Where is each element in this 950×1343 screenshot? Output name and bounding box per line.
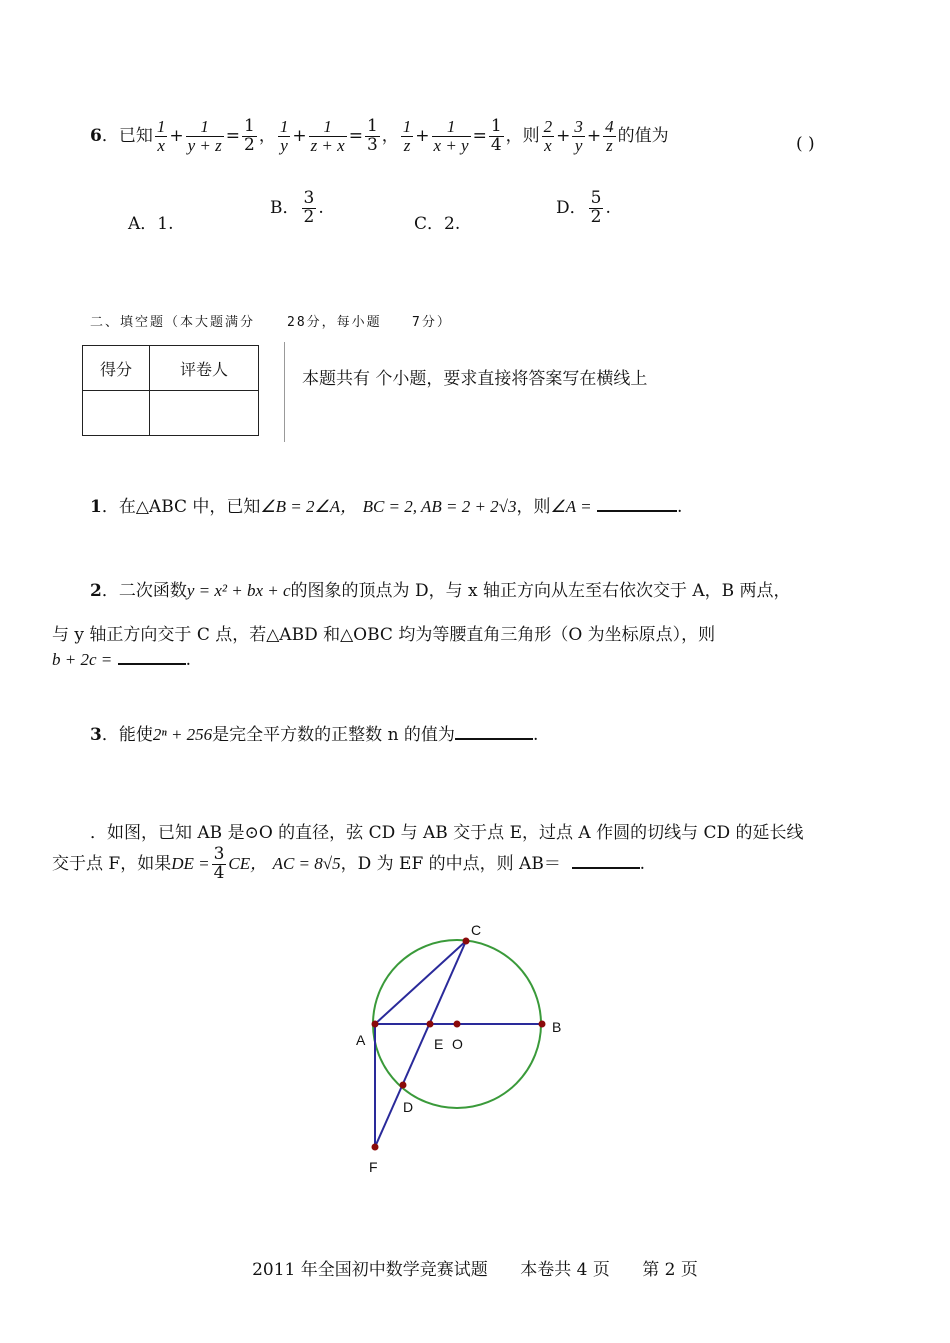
- label-e: E: [434, 1036, 444, 1052]
- point-b: [539, 1021, 546, 1028]
- question-number: 6: [90, 125, 102, 146]
- option-b: B． $\frac{3}{2}$ .: [270, 188, 324, 227]
- grader-cell[interactable]: [150, 391, 259, 436]
- answer-blank[interactable]: [118, 663, 186, 665]
- option-c: C．2.: [414, 214, 461, 234]
- geometry-figure: [340, 915, 600, 1185]
- fraction: $\frac{3}{2}$: [303, 188, 315, 227]
- section-instruction: 本题共有 个小题，要求直接将答案写在横线上: [302, 369, 648, 389]
- section-heading-right: 7分）: [412, 315, 452, 330]
- problem-2: 2．二次函数y = x² + bx + c的图象的顶点为 D，与 x 轴正方向从左至右依次交于 A，B 两点，: [90, 581, 791, 601]
- score-label: 得分: [83, 346, 150, 391]
- label-c: C: [471, 922, 482, 938]
- question-lead: 已知: [118, 125, 153, 146]
- label-o: O: [452, 1036, 463, 1052]
- page-footer: 2011 年全国初中数学竞赛试题 本卷共 4 页 第 2 页: [252, 1260, 698, 1280]
- fraction: $\frac{1}{x}$: [156, 117, 166, 155]
- answer-blank[interactable]: [597, 510, 677, 512]
- question-tail: 的值为: [617, 125, 669, 146]
- section-heading-left: 二、填空题（本大题满分: [90, 315, 256, 330]
- fraction: $\frac{1}{2}$: [243, 116, 255, 155]
- problem-2-line2: 与 y 轴正方向交于 C 点，若△ABD 和△OBC 均为等腰直角三角形（O 为坐标原点），则: [52, 625, 716, 645]
- section-heading-mid: 28分，每小题: [287, 315, 382, 330]
- point-o: [454, 1021, 461, 1028]
- answer-blank[interactable]: [455, 738, 533, 740]
- fraction: $\frac{1}{x + y}$: [433, 117, 469, 155]
- problem-number: 3: [90, 725, 102, 745]
- fraction: $\frac{1}{4}$: [490, 116, 502, 155]
- fraction: $\frac{2}{x}$: [543, 117, 553, 155]
- answer-blank[interactable]: [572, 867, 640, 869]
- problem-4-line2: 交于点 F，如果DE = $\frac{3}{4}$ CE， AC = 8√5，D 为 EF 的中点，则 AB＝ .: [52, 844, 646, 883]
- problem-1: 1．在△ABC 中，已知∠B = 2∠A， BC = 2, AB = 2 + 2√3，则∠A = .: [90, 497, 683, 517]
- answer-paren: ( ): [796, 134, 815, 154]
- fraction: $\frac{1}{z}$: [402, 117, 412, 155]
- fraction: $\frac{5}{2}$: [590, 188, 602, 227]
- fraction: $\frac{3}{y}$: [574, 117, 583, 155]
- fraction: $\frac{1}{y}$: [279, 117, 289, 155]
- divider: [284, 342, 285, 442]
- label-a: A: [356, 1032, 366, 1048]
- fraction: $\frac{4}{z}$: [605, 117, 614, 155]
- label-d: D: [403, 1099, 414, 1115]
- point-c: [463, 938, 470, 945]
- fraction: $\frac{1}{y + z}$: [187, 117, 222, 155]
- problem-3: 3．能使2ⁿ + 256是完全平方数的正整数 n 的值为 .: [90, 725, 539, 745]
- then-word: 则: [522, 125, 540, 146]
- option-a: A．1.: [128, 214, 174, 234]
- label-b: B: [552, 1019, 562, 1035]
- question-6: 6．已知 $\frac{1}{x}$ + $\frac{1}{y + z}$ = $\frac{1}{2}$ ， $\frac{1}{y}$ + $\frac{1}{z + x}$ = $\frac{1}{3}$ ， $\frac{1}{z}$ + $\frac{1}{x + y}$ = $\frac{1}{4}$ ，则 $\frac{2}{x}$ + $\frac{3}{y}$ + $\frac{4}{z}$ 的值为: [90, 116, 669, 155]
- fraction: $\frac{3}{4}$: [213, 844, 225, 883]
- fraction: $\frac{1}{z + x}$: [310, 117, 345, 155]
- grader-label: 评卷人: [150, 346, 259, 391]
- fraction: $\frac{1}{3}$: [366, 116, 378, 155]
- score-cell[interactable]: [83, 391, 150, 436]
- point-f: [372, 1144, 379, 1151]
- problem-4-line1: ．如图，已知 AB 是⊙O 的直径，弦 CD 与 AB 交于点 E，过点 A 作圆的切线与 CD 的延长线: [90, 823, 804, 843]
- chord-ac: [375, 941, 466, 1024]
- problem-number: 2: [90, 581, 102, 601]
- problem-2-line3: b + 2c = .: [52, 650, 192, 670]
- point-e: [427, 1021, 434, 1028]
- label-f: F: [369, 1159, 378, 1175]
- point-a: [372, 1021, 379, 1028]
- option-d: D． $\frac{5}{2}$ .: [556, 188, 611, 227]
- point-d: [400, 1082, 407, 1089]
- problem-number: 1: [90, 497, 102, 517]
- score-table: [82, 345, 259, 436]
